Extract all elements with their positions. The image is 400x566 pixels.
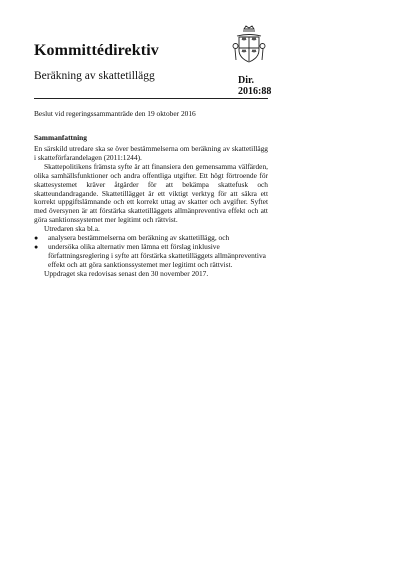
bullet-icon: ● xyxy=(34,234,39,243)
summary-paragraph: En särskild utredare ska se över bestämmelserna om beräkning av skattetillägg i skatteförfarandelagen (2011:1244). xyxy=(34,144,268,162)
document-type: Kommittédirektiv xyxy=(34,42,159,59)
summary-body xyxy=(34,145,268,279)
document-title: Beräkning av skattetillägg xyxy=(34,70,155,82)
swedish-coat-of-arms-icon xyxy=(232,24,266,64)
summary-heading: Sammanfattning xyxy=(34,133,87,142)
header-divider xyxy=(34,98,268,99)
directive-number: 2016:88 xyxy=(238,86,272,97)
list-item-text: analysera bestämmelserna om beräkning av skattetillägg, och xyxy=(48,233,230,243)
bullet-icon: ● xyxy=(34,242,39,251)
directive-label: Dir. xyxy=(238,75,255,86)
summary-paragraph: Utredaren ska bl.a. xyxy=(44,224,100,234)
list-item xyxy=(34,243,268,270)
summary-paragraph: Skattepolitikens främsta syfte är att finansiera den gemensamma välfärden, olika samhällsfunktioner och andra offentliga utgifter. Ett högt förtroende för skattesystemet kräver åtgärder för att bekämpa skattefusk och skatteundandragande. Skattetillägget är ett viktigt verktyg för att säkra ett korrekt uppgiftslämnande och ett korrekt uttag av skatter och avgifter. Syftet med översynen är att förstärka skattetilläggets allmänpreventiva effekt och att göra sanktionssystemet mer legitimt och rättvist. xyxy=(34,161,268,225)
summary-closing: Uppdraget ska redovisas senast den 30 november 2017. xyxy=(44,268,209,278)
list-item-text: undersöka olika alternativ men lämna ett förslag inklusive författningsreglering i syfte att förstärka skattetilläggets allmänpreventiva effekt och att göra sanktionssystemet mer legitimt och rättvist. xyxy=(48,241,266,269)
decision-line: Beslut vid regeringssammanträde den 19 oktober 2016 xyxy=(34,109,196,118)
